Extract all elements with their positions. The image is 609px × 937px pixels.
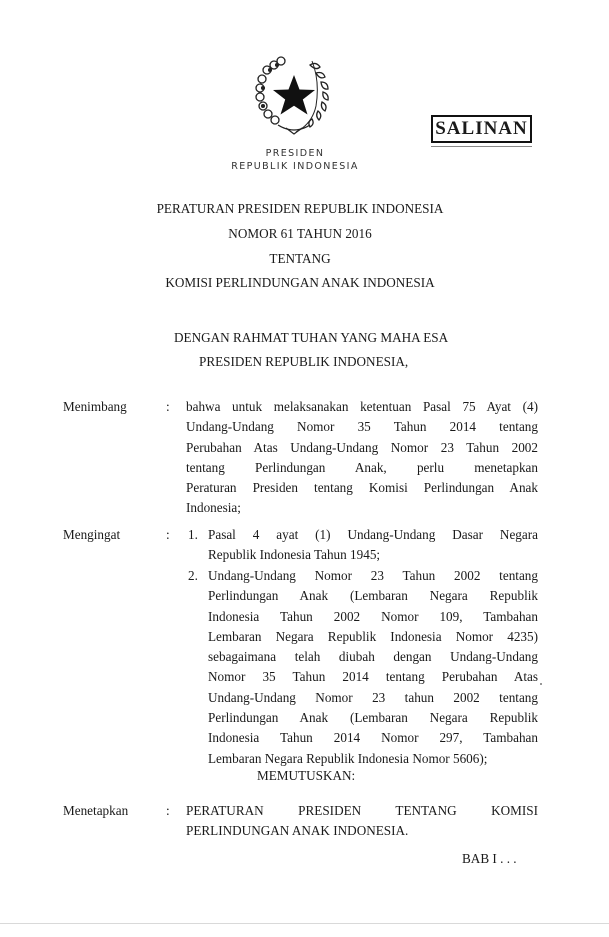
menimbang-line: bahwa untuk melaksanakan ketentuan Pasal 75 Ayat (4) [186,399,538,414]
mengingat-line: Perlindungan Anak (Lembaran Negara Republik [208,710,538,726]
mengingat-item-1 [208,525,538,566]
mengingat-line: Indonesia Tahun 2002 Nomor 109, Tambahan [208,608,538,624]
garuda-star-emblem [250,53,338,137]
mengingat-colon: : [166,527,170,542]
mengingat-line: Lembaran Negara Republik Indonesia Nomor 4235) [208,628,538,644]
mengingat-line: Republik Indonesia Tahun 1945; [208,547,381,563]
star-emblem-icon [250,53,338,137]
menimbang-label: Menimbang [63,399,127,414]
mengingat-line: Lembaran Negara Republik Indonesia Nomor 5606); [208,750,488,766]
menetapkan-colon: : [166,803,170,818]
mengingat-item-2 [208,566,538,769]
menimbang-line: Perubahan Atas Undang-Undang Nomor 23 Tahun 2002 [186,439,538,455]
mengingat-line: Nomor 35 Tahun 2014 tentang Perubahan Atas [208,669,538,685]
menimbang-line: Undang-Undang Nomor 35 Tahun 2014 tentang [186,419,538,435]
regulation-number: NOMOR 61 TAHUN 2016 [228,226,372,241]
menimbang-text [186,397,538,519]
salinan-underline [431,146,532,147]
menetapkan-text [186,801,538,842]
preamble-line2: PRESIDEN REPUBLIK INDONESIA, [199,354,409,369]
mengingat-line: Undang-Undang Nomor 23 tahun 2002 tentang [208,689,538,705]
salinan-stamp: SALINAN [431,115,532,143]
regulation-title: PERATURAN PRESIDEN REPUBLIK INDONESIA [156,201,444,216]
menetapkan-line: PERATURAN PRESIDEN TENTANG KOMISI [186,803,538,818]
next-page-indicator: BAB I . . . [462,851,517,866]
mengingat-line: Pasal 4 ayat (1) Undang-Undang Dasar Negara [208,527,538,542]
scan-speck [540,683,542,685]
menimbang-line: Indonesia; [186,500,241,516]
mengingat-line: Perlindungan Anak (Lembaran Negara Republik [208,588,538,604]
menimbang-colon: : [166,399,170,414]
regulation-tentang: TENTANG [269,251,331,266]
preamble-line1: DENGAN RAHMAT TUHAN YANG MAHA ESA [174,330,449,345]
mengingat-item-number: 1. [188,527,198,542]
regulation-subject: KOMISI PERLINDUNGAN ANAK INDONESIA [165,275,435,290]
memutuskan-heading: MEMUTUSKAN: [257,768,356,783]
menetapkan-line: PERLINDUNGAN ANAK INDONESIA. [186,823,409,839]
mengingat-line: sebagaimana telah diubah dengan Undang-Undang [208,649,538,665]
page-edge-line [0,923,609,924]
republik-indonesia-label: REPUBLIK INDONESIA [231,161,359,172]
menimbang-line: Peraturan Presiden tentang Komisi Perlindungan Anak [186,480,538,496]
mengingat-line: Indonesia Tahun 2014 Nomor 297, Tambahan [208,730,538,746]
presiden-label: PRESIDEN [265,148,325,159]
mengingat-line: Undang-Undang Nomor 23 Tahun 2002 tentang [208,568,538,583]
mengingat-item-number: 2. [188,568,198,583]
menetapkan-label: Menetapkan [63,803,129,818]
menimbang-line: tentang Perlindungan Anak, perlu menetapkan [186,459,538,475]
mengingat-label: Mengingat [63,527,121,542]
